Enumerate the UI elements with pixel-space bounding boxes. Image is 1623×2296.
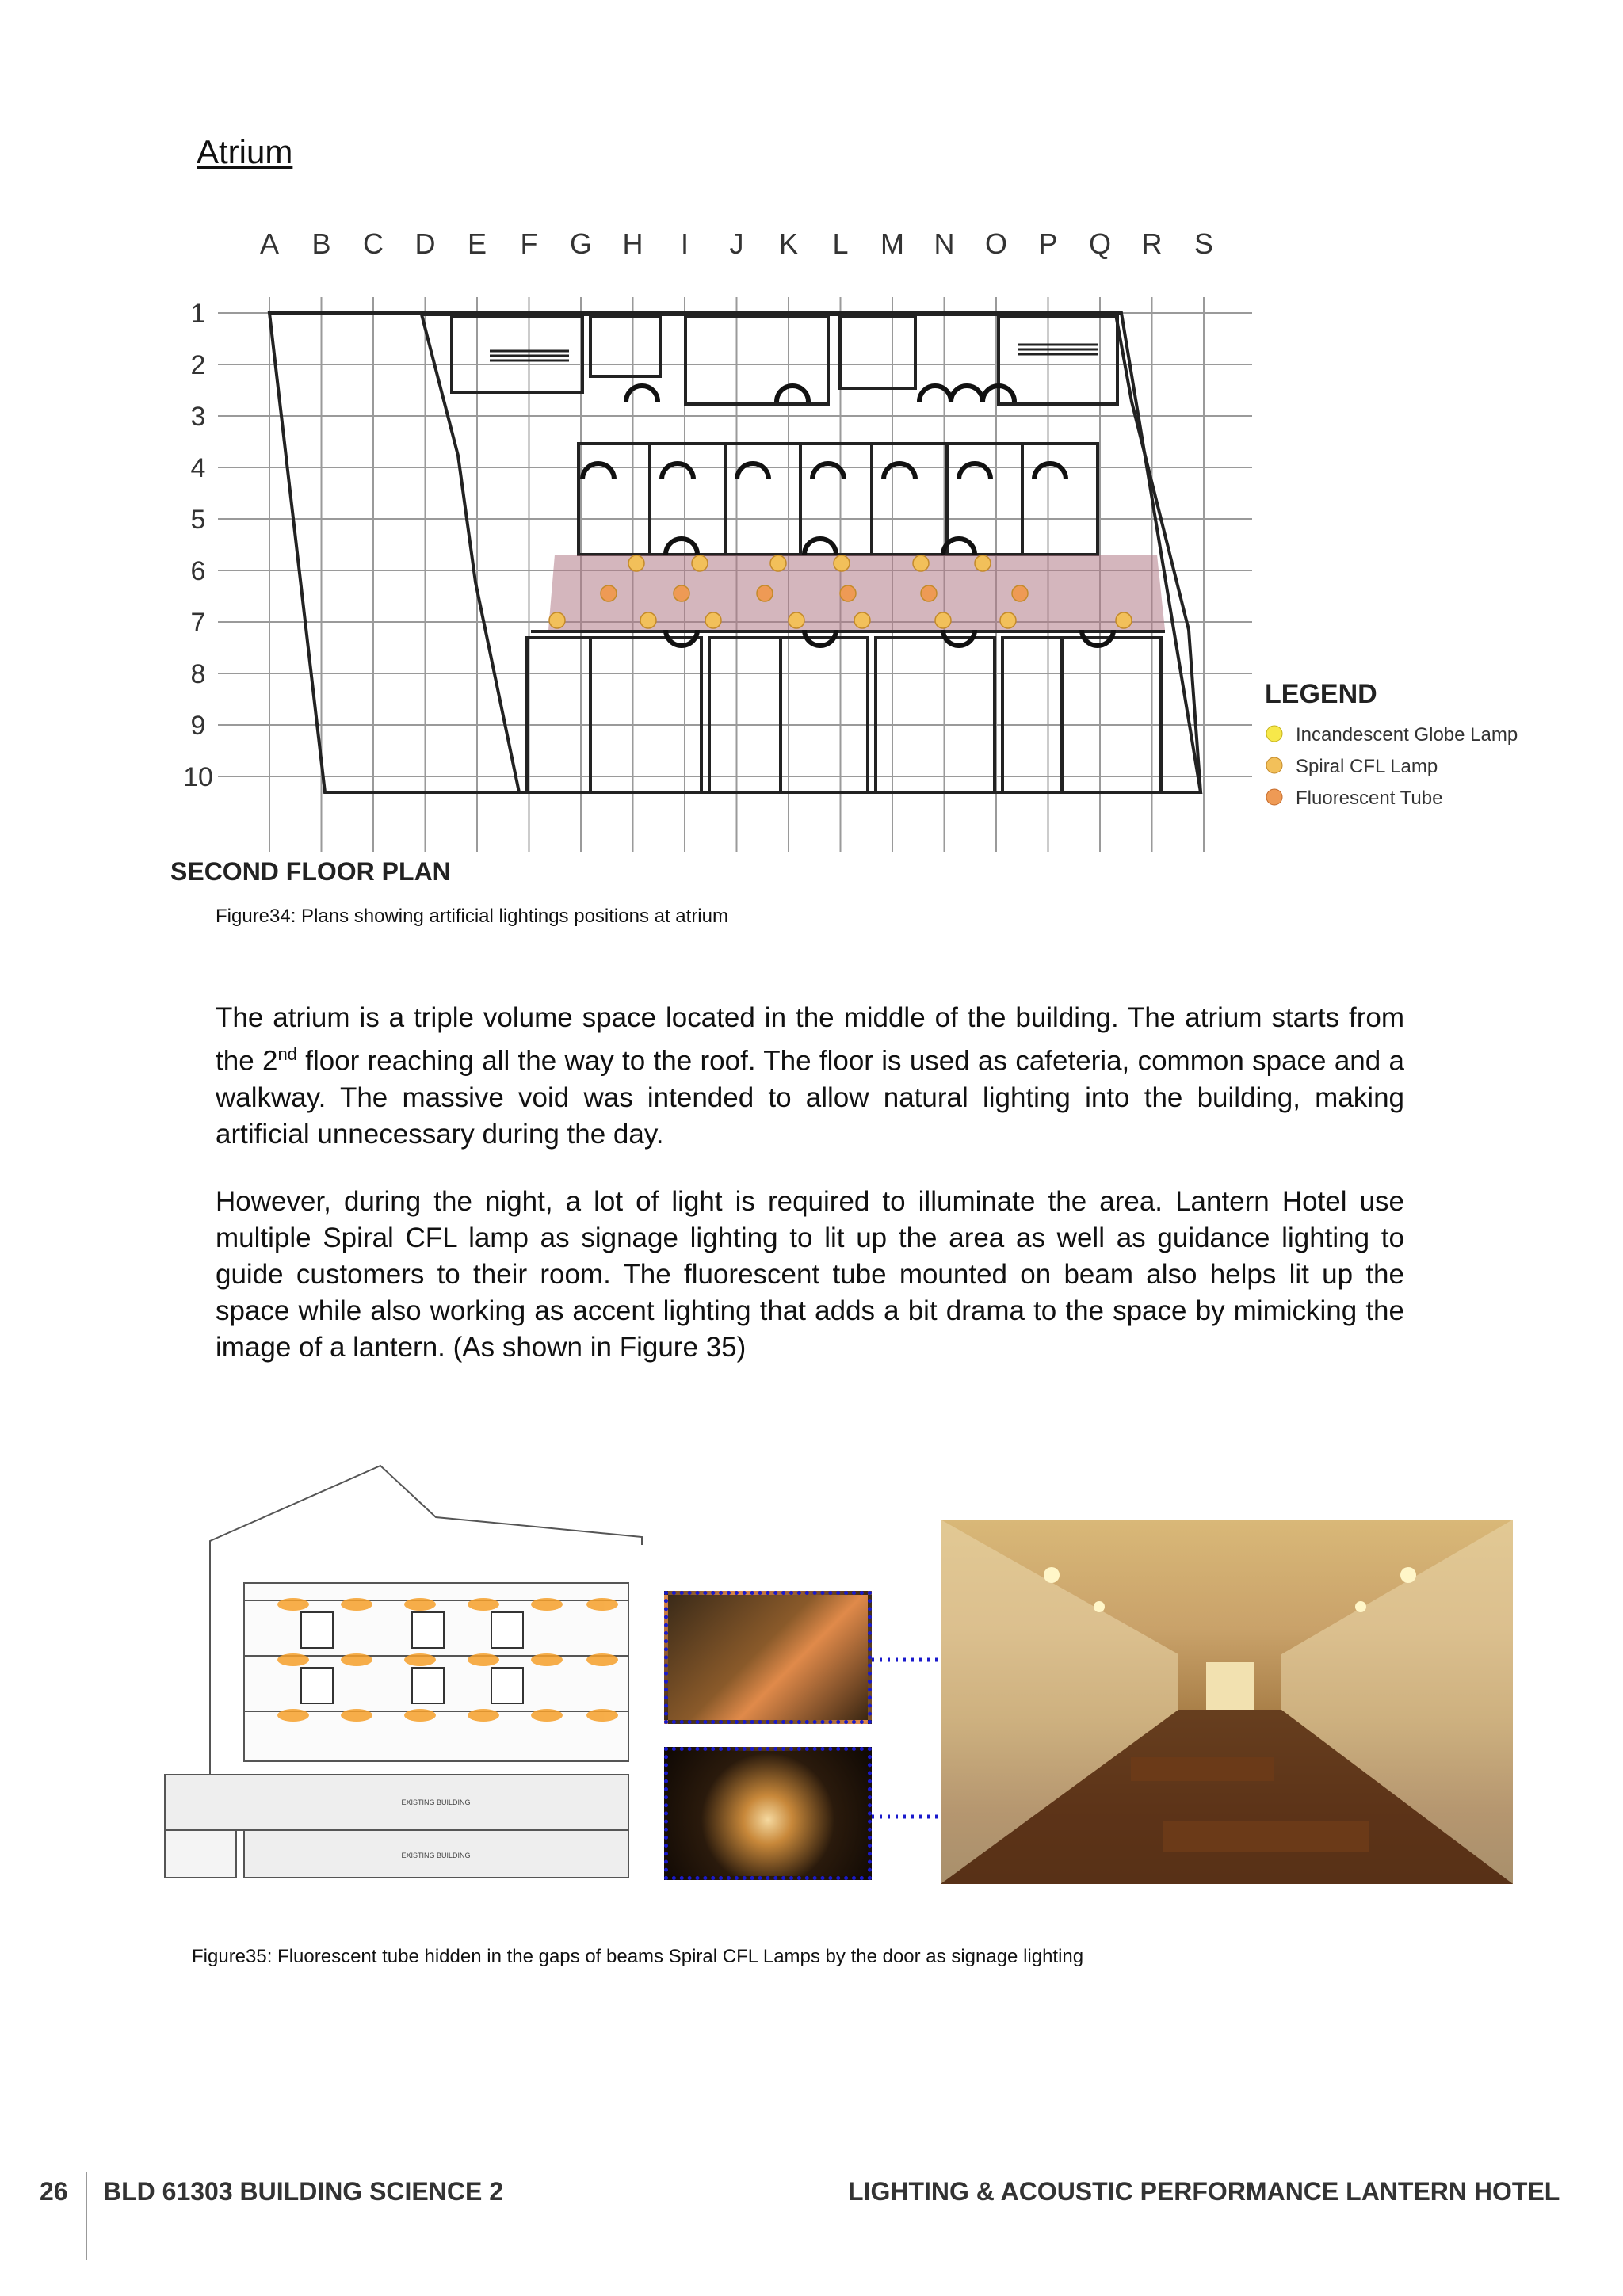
- paragraph1-text-a: The atrium is a triple volume space located in the middle of the building. The atrium starts from the 2: [216, 1002, 1404, 1077]
- grid-column-label: M: [880, 227, 904, 260]
- grid-row-label: 3: [190, 402, 206, 432]
- footer-title: LIGHTING & ACOUSTIC PERFORMANCE LANTERN HOTEL: [848, 2177, 1560, 2206]
- grid-row-label: 10: [183, 762, 213, 792]
- grid-row-label: 4: [190, 453, 206, 483]
- svg-text:EXISTING BUILDING: EXISTING BUILDING: [401, 1852, 471, 1859]
- grid-column-label: K: [778, 227, 799, 260]
- svg-text:EXISTING BUILDING: EXISTING BUILDING: [401, 1798, 471, 1806]
- grid-row-label: 7: [190, 608, 206, 638]
- grid-row-label: 6: [190, 556, 206, 586]
- grid-column-label: A: [259, 227, 280, 260]
- svg-text:Spiral CFL Lamp: Spiral CFL Lamp: [1296, 756, 1438, 777]
- footer-course: BLD 61303 BUILDING SCIENCE 2: [103, 2177, 504, 2206]
- grid-column-label: O: [984, 227, 1008, 260]
- second-floor-plan: [158, 218, 1553, 915]
- grid-row-label: 1: [190, 299, 206, 329]
- paragraph1-superscript: nd: [277, 1044, 297, 1064]
- grid-column-label: L: [832, 227, 849, 260]
- grid-column-label: S: [1193, 227, 1214, 260]
- corridor-photo: [941, 1520, 1513, 1884]
- footer-divider: [86, 2172, 87, 2260]
- paragraph-2: [216, 1184, 1404, 1366]
- figure35-caption: Figure35: Fluorescent tube hidden in the gaps of beams Spiral CFL Lamps by the door as signage lighting: [192, 1946, 1084, 1967]
- grid-row-label: 9: [190, 711, 206, 741]
- grid-column-label: N: [934, 227, 955, 260]
- grid-column-label: D: [414, 227, 436, 260]
- grid-column-label: J: [729, 227, 744, 260]
- section-heading: Atrium: [197, 133, 293, 170]
- beam-light-photo: [664, 1591, 872, 1724]
- paragraph2-text: However, during the night, a lot of light is required to illuminate the area. Lantern Hotel use multiple Spiral CFL lamp as signage lighting to lit up the area as well as guidance lighting to guide customers to their room. The fluorescent tube mounted on beam also helps lit up the space while also working as accent lighting that adds a bit drama to the space by mimicking the image of a lantern. (As shown in Figure 35): [216, 1186, 1404, 1363]
- grid-row-label: 5: [190, 505, 206, 535]
- door-lamp-photo: [664, 1747, 872, 1880]
- legend: [1265, 679, 1518, 809]
- grid-column-label: H: [622, 227, 643, 260]
- figure34-caption: Figure34: Plans showing artificial lightings positions at atrium: [216, 906, 728, 927]
- grid-column-label: P: [1038, 227, 1058, 260]
- building-section-drawing: [95, 1458, 650, 1886]
- grid-column-label: G: [569, 227, 593, 260]
- svg-text:LEGEND: LEGEND: [1265, 679, 1377, 709]
- grid-column-label: Q: [1088, 227, 1112, 260]
- grid-row-label: 2: [190, 350, 206, 380]
- svg-text:SECOND FLOOR PLAN: SECOND FLOOR PLAN: [170, 857, 451, 886]
- grid-column-label: R: [1141, 227, 1163, 260]
- grid-column-label: I: [680, 227, 689, 260]
- paragraph1-text-b: floor reaching all the way to the roof. The floor is used as cafeteria, common space and a walkway. The massive void was intended to allow natural lighting into the building, making artificial unnecessary during the day.: [216, 1045, 1404, 1150]
- grid-column-label: E: [467, 227, 487, 260]
- grid-column-label: B: [311, 227, 331, 260]
- svg-text:Incandescent Globe Lamp: Incandescent Globe Lamp: [1296, 724, 1518, 746]
- grid-column-label: F: [520, 227, 538, 260]
- paragraph-1: [216, 1000, 1404, 1153]
- grid-row-label: 8: [190, 659, 206, 689]
- grid-column-label: C: [363, 227, 384, 260]
- page-number: 26: [40, 2177, 68, 2206]
- svg-text:Fluorescent Tube: Fluorescent Tube: [1296, 788, 1443, 809]
